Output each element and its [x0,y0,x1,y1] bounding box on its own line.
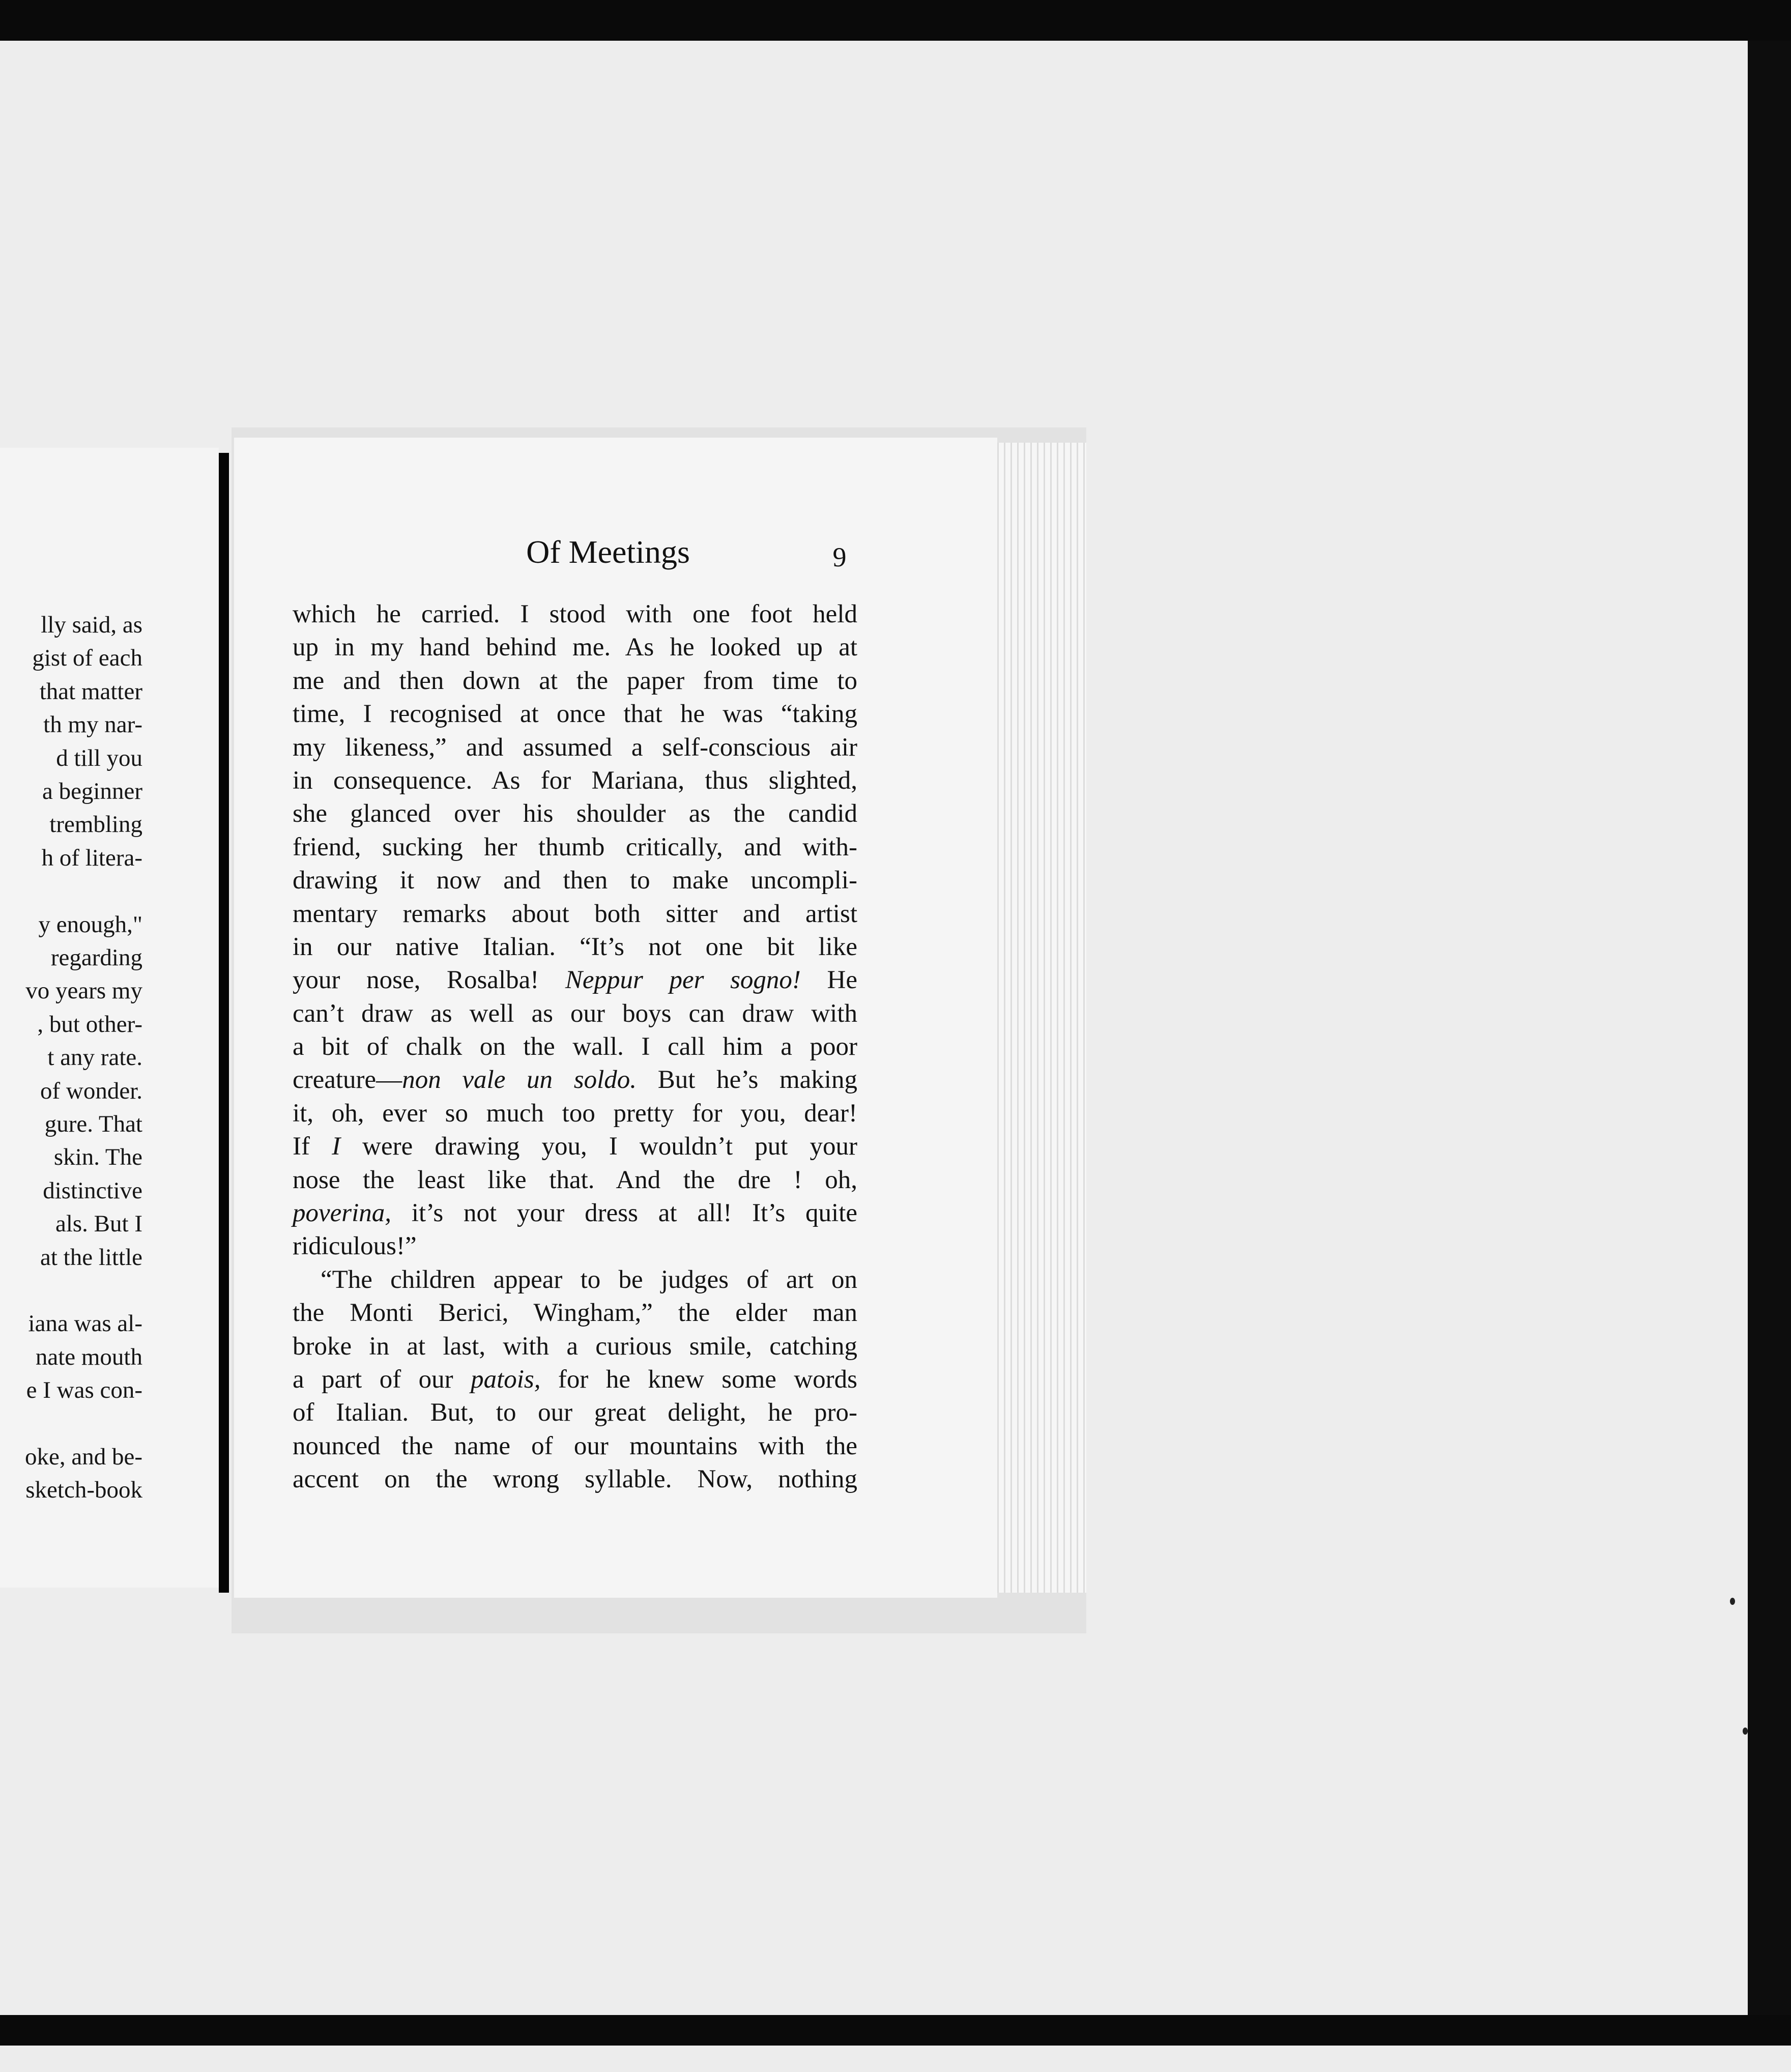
text-segment: He [800,966,857,995]
text-line [293,1197,857,1230]
scan-speck [1743,1728,1748,1735]
text-line: friend, sucking her thumb critically, and with- [293,832,857,861]
text-line: up in my hand behind me. As he looked up at [293,633,857,662]
text-line: drawing it now and then to make uncompli- [293,866,857,895]
left-page-line: gist of each [32,645,142,672]
text-line: the Monti Berici, Wingham,” the elder man [293,1299,857,1328]
text-line: it, oh, ever so much too pretty for you, dear! [293,1099,857,1128]
text-line [293,964,857,997]
text-line [293,1363,857,1396]
left-page [0,448,219,1588]
left-page-line: nate mouth [35,1343,142,1370]
scan-top-border [0,0,1791,41]
left-page-line: trembling [49,811,142,838]
left-page-line: regarding [50,944,142,971]
text-segment: your nose, Rosalba! [293,966,565,995]
text-line: in consequence. As for Mariana, thus slighted, [293,766,857,795]
text-line: nounced the name of our mountains with the [293,1431,857,1460]
text-line: which he carried. I stood with one foot held [293,600,857,628]
text-line: mentary remarks about both sitter and artist [293,899,857,928]
text-segment: for he knew some words [540,1365,857,1394]
text-segment: But he’s making [637,1066,857,1095]
page-number: 9 [832,542,847,572]
italic-phrase: patois, [471,1365,541,1394]
text-line: ridiculous!” [293,1232,417,1261]
italic-phrase: Neppur per sogno! [565,966,801,995]
left-page-line: that matter [39,678,142,705]
left-page-line: d till you [56,744,142,771]
left-page-line: , but other- [37,1011,142,1038]
book-gutter [219,453,229,1593]
scan-bottom-border [0,2015,1791,2046]
left-page-line: gure. That [44,1111,142,1137]
text-segment: it’s not your dress at all! It’s quite [391,1199,857,1228]
left-page-line: skin. The [53,1144,142,1171]
text-line: of Italian. But, to our great delight, he pro- [293,1398,857,1427]
text-line: in our native Italian. “It’s not one bit like [293,932,857,961]
text-line: a bit of chalk on the wall. I call him a poor [293,1032,857,1061]
left-page-line: of wonder. [40,1077,142,1104]
text-line: me and then down at the paper from time to [293,666,857,695]
left-page-line: vo years my [25,977,142,1004]
left-page-line: iana was al- [28,1310,142,1337]
body-text [293,598,857,1497]
left-page-line: sketch-book [25,1477,142,1504]
text-line: she glanced over his shoulder as the candid [293,799,857,828]
left-page-line: e I was con- [26,1377,142,1404]
italic-phrase: I [332,1132,341,1161]
text-segment: If [293,1132,332,1161]
text-line: broke in at last, with a curious smile, catching [293,1332,857,1361]
left-page-line: oke, and be- [25,1444,142,1470]
text-segment: a part of our [293,1365,471,1394]
text-line: accent on the wrong syllable. Now, nothing [293,1465,857,1494]
left-page-line: th my nar- [43,711,142,738]
text-line: time, I recognised at once that he was “taking [293,700,857,729]
italic-phrase: non vale un soldo. [402,1066,637,1095]
text-line: “The children appear to be judges of art on [321,1265,857,1294]
text-line: my likeness,” and assumed a self-conscious air [293,733,857,762]
left-page-line: h of litera- [41,844,142,871]
text-line [293,1063,857,1097]
left-page-line: y enough," [38,911,142,938]
left-page-line: als. But I [55,1211,142,1238]
left-page-line: distinctive [43,1177,142,1204]
italic-phrase: poverina, [293,1199,392,1228]
left-page-line: lly said, as [41,612,142,638]
page-edges [992,443,1086,1593]
left-page-line: a beginner [42,778,142,804]
text-line: can’t draw as well as our boys can draw with [293,999,857,1028]
text-segment: creature— [293,1066,402,1095]
left-page-line: t any rate. [47,1044,142,1071]
scan-speck [1730,1598,1735,1605]
scan-right-border [1748,41,1791,2015]
running-head: Of Meetings [526,534,690,570]
text-line: nose the least like that. And the dre ! oh, [293,1165,857,1194]
text-segment: were drawing you, I wouldn’t put your [340,1132,857,1161]
left-page-line: at the little [40,1244,142,1271]
text-line [293,1130,857,1163]
